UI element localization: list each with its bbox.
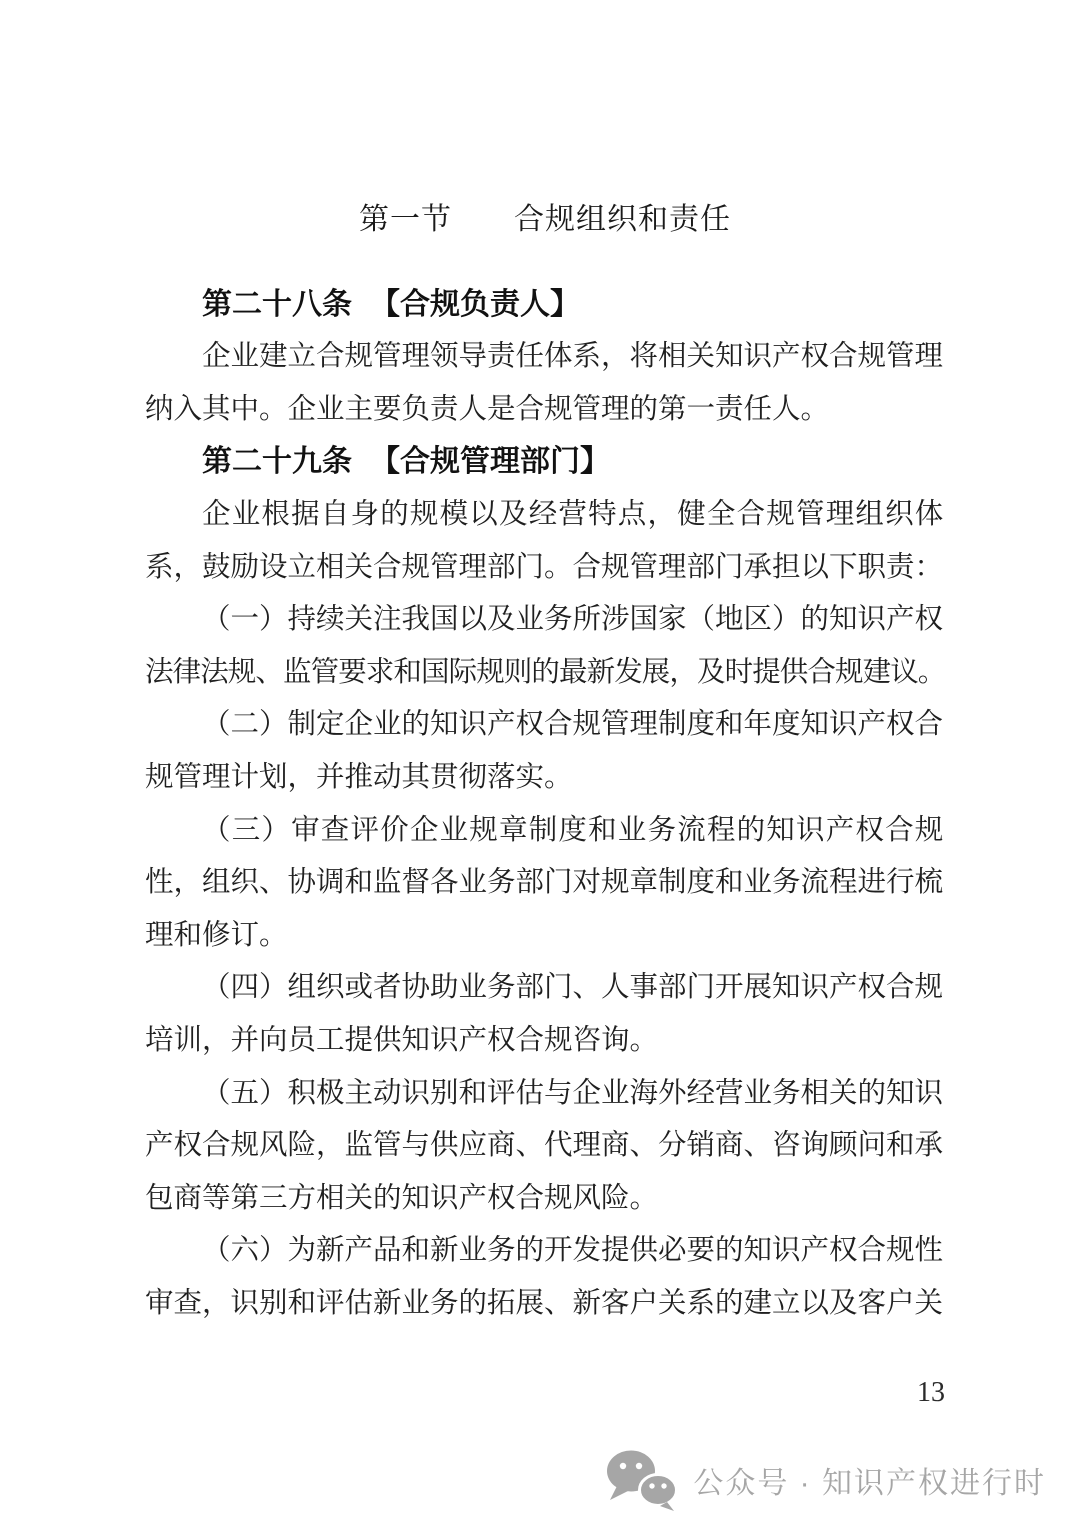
- article-number: 第二十八条: [202, 287, 352, 321]
- body-line: 系，鼓励设立相关合规管理部门。合规管理部门承担以下职责：: [145, 551, 944, 583]
- body-line: 纳入其中。企业主要负责人是合规管理的第一责任人。: [145, 393, 830, 425]
- body-line: 培训，并向员工提供知识产权合规咨询。: [145, 1024, 659, 1056]
- article-label: 【合规管理部门】: [370, 445, 610, 479]
- body-line: 审查，识别和评估新业务的拓展、新客户关系的建立以及客户关: [145, 1287, 944, 1319]
- body-line: 规管理计划，并推动其贯彻落实。: [145, 761, 573, 793]
- body-line: （六）为新产品和新业务的开发提供必要的知识产权合规性: [202, 1235, 944, 1267]
- body-line: 包商等第三方相关的知识产权合规风险。: [145, 1182, 659, 1214]
- article-label: 【合规负责人】: [370, 287, 580, 321]
- section-title: 第一节 合规组织和责任: [359, 203, 731, 236]
- footer: [604, 1448, 1046, 1512]
- body-line: 企业建立合规管理领导责任体系，将相关知识产权合规管理: [202, 341, 944, 373]
- body-line: 性，组织、协调和监督各业务部门对规章制度和业务流程进行梳: [145, 867, 944, 899]
- body-line: 法律法规、监管要求和国际规则的最新发展，及时提供合规建议。: [145, 656, 946, 688]
- body-line: （四）组织或者协助业务部门、人事部门开展知识产权合规: [202, 972, 944, 1004]
- body-line: （一）持续关注我国以及业务所涉国家（地区）的知识产权: [202, 604, 944, 636]
- document-content: [145, 194, 945, 1330]
- article-number: 第二十九条: [202, 445, 352, 479]
- page-number: 13: [917, 1377, 945, 1408]
- body-line: （二）制定企业的知识产权合规管理制度和年度知识产权合: [202, 709, 944, 741]
- body-line: （五）积极主动识别和评估与企业海外经营业务相关的知识: [202, 1077, 944, 1109]
- article-heading: [145, 436, 945, 489]
- body-line: 产权合规风险，监管与供应商、代理商、分销商、咨询顾问和承: [145, 1130, 944, 1162]
- body-line: 企业根据自身的规模以及经营特点，健全合规管理组织体: [202, 498, 945, 530]
- article-heading: [145, 279, 945, 332]
- body-line: 理和修订。: [145, 919, 288, 951]
- wechat-icon: [604, 1448, 680, 1512]
- body-line: （三）审查评价企业规章制度和业务流程的知识产权合规: [202, 814, 945, 846]
- footer-account-text: 公众号 · 知识产权进行时: [693, 1467, 1046, 1500]
